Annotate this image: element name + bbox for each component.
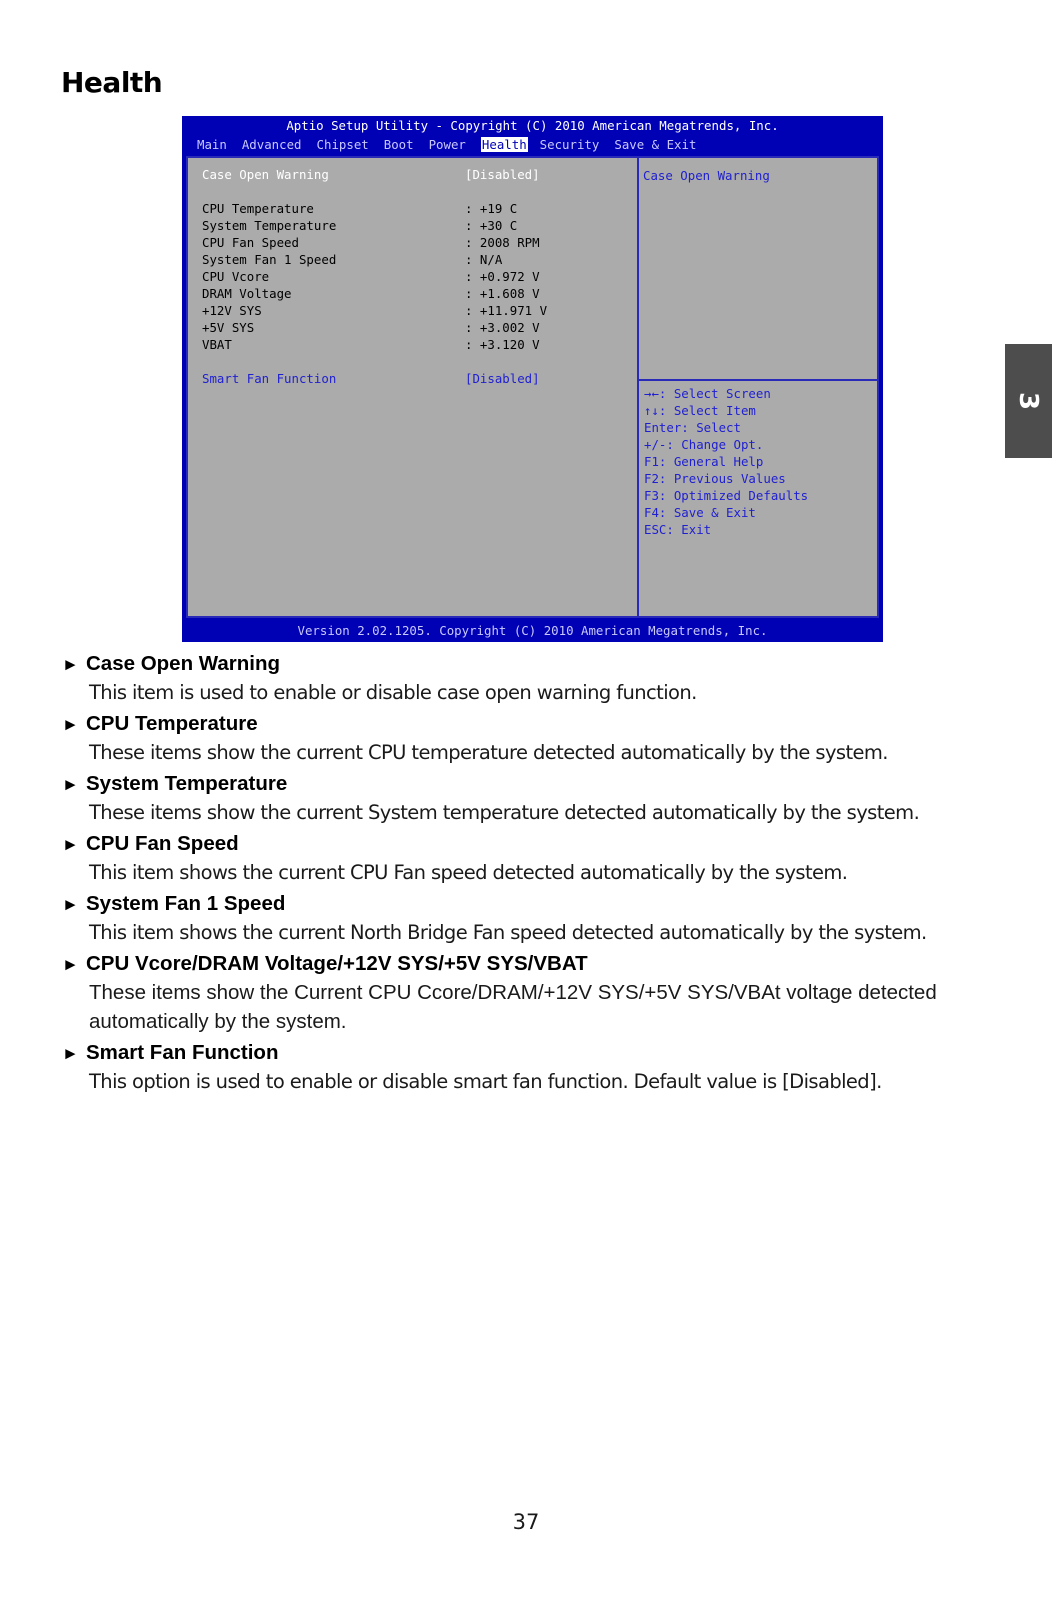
description-list bbox=[62, 650, 1002, 1099]
reading-cpu-fan-speed bbox=[202, 234, 540, 251]
list-item bbox=[62, 650, 1002, 707]
item-heading-text: CPU Fan Speed bbox=[86, 832, 239, 855]
setting-value: [Disabled] bbox=[465, 371, 540, 386]
item-heading bbox=[62, 710, 1002, 738]
bios-settings-panel bbox=[188, 158, 637, 616]
bullet-arrow-icon: ► bbox=[62, 955, 79, 974]
reading-label: VBAT bbox=[202, 337, 232, 352]
tab-security[interactable]: Security bbox=[539, 137, 600, 152]
bullet-arrow-icon: ► bbox=[62, 1044, 79, 1063]
chapter-tab bbox=[1005, 344, 1052, 458]
item-heading bbox=[62, 950, 1002, 978]
reading-vbat bbox=[202, 336, 540, 353]
item-heading-text: System Fan 1 Speed bbox=[86, 892, 286, 915]
reading-label: System Fan 1 Speed bbox=[202, 252, 337, 267]
reading-cpu-vcore bbox=[202, 268, 540, 285]
reading-value: : 2008 RPM bbox=[465, 235, 540, 250]
key-hint: ↑↓: Select Item bbox=[644, 403, 756, 418]
reading-label: System Temperature bbox=[202, 218, 337, 233]
tab-boot[interactable]: Boot bbox=[383, 137, 414, 152]
item-description: These items show the current CPU temperature detected automatically by the system. bbox=[89, 741, 888, 764]
reading-12v-sys bbox=[202, 302, 548, 319]
setting-smart-fan-function[interactable] bbox=[202, 370, 540, 387]
bios-menu-bar bbox=[197, 137, 711, 152]
list-item bbox=[62, 1039, 1002, 1096]
reading-value: : +30 C bbox=[465, 218, 518, 233]
item-heading-text: CPU Vcore/DRAM Voltage/+12V SYS/+5V SYS/VBAT bbox=[86, 952, 588, 975]
key-hint: +/-: Change Opt. bbox=[644, 437, 764, 452]
key-hint: F2: Previous Values bbox=[644, 471, 786, 486]
bullet-arrow-icon: ► bbox=[62, 775, 79, 794]
chapter-number: 3 bbox=[1013, 391, 1044, 411]
reading-value: : +19 C bbox=[465, 201, 518, 216]
setting-value: [Disabled] bbox=[465, 167, 540, 182]
reading-cpu-temperature bbox=[202, 200, 518, 217]
item-heading bbox=[62, 830, 1002, 858]
help-divider bbox=[639, 379, 877, 381]
list-item bbox=[62, 890, 1002, 947]
reading-system-temperature bbox=[202, 217, 518, 234]
tab-save-exit[interactable]: Save & Exit bbox=[614, 137, 697, 152]
item-heading-text: Smart Fan Function bbox=[86, 1041, 279, 1064]
bios-main-panel bbox=[186, 156, 879, 618]
reading-value: : +11.971 V bbox=[465, 303, 548, 318]
panel-divider bbox=[637, 158, 639, 616]
item-description: This item shows the current CPU Fan speed detected automatically by the system. bbox=[89, 861, 848, 884]
tab-main[interactable]: Main bbox=[197, 137, 227, 152]
key-hint: F1: General Help bbox=[644, 454, 764, 469]
reading-label: +12V SYS bbox=[202, 303, 262, 318]
reading-label: +5V SYS bbox=[202, 320, 255, 335]
page-title: Health bbox=[61, 66, 163, 99]
bullet-arrow-icon: ► bbox=[62, 835, 79, 854]
reading-label: DRAM Voltage bbox=[202, 286, 292, 301]
tab-chipset[interactable]: Chipset bbox=[316, 137, 369, 152]
key-legend bbox=[644, 385, 808, 538]
bios-footer: Version 2.02.1205. Copyright (C) 2010 American Megatrends, Inc. bbox=[297, 623, 768, 638]
setting-label: Case Open Warning bbox=[202, 167, 329, 182]
tab-health[interactable]: Health bbox=[481, 137, 527, 152]
setting-case-open-warning[interactable] bbox=[202, 166, 540, 183]
tab-power[interactable]: Power bbox=[428, 137, 466, 152]
item-description: This item is used to enable or disable case open warning function. bbox=[89, 681, 697, 704]
item-heading bbox=[62, 1039, 1002, 1067]
key-hint: Enter: Select bbox=[644, 420, 741, 435]
bullet-arrow-icon: ► bbox=[62, 895, 79, 914]
reading-value: : N/A bbox=[465, 252, 503, 267]
list-item bbox=[62, 710, 1002, 767]
reading-system-fan-1-speed bbox=[202, 251, 503, 268]
setting-label: Smart Fan Function bbox=[202, 371, 337, 386]
item-heading-text: CPU Temperature bbox=[86, 712, 258, 735]
key-hint: F3: Optimized Defaults bbox=[644, 488, 809, 503]
list-item bbox=[62, 950, 1002, 1036]
reading-value: : +0.972 V bbox=[465, 269, 540, 284]
help-text: Case Open Warning bbox=[643, 168, 770, 183]
item-heading-text: System Temperature bbox=[86, 772, 288, 795]
reading-value: : +3.002 V bbox=[465, 320, 540, 335]
item-heading bbox=[62, 770, 1002, 798]
item-heading bbox=[62, 890, 1002, 918]
page-number: 37 bbox=[512, 1510, 540, 1534]
item-description: These items show the current System temperature detected automatically by the system. bbox=[89, 801, 920, 824]
reading-label: CPU Vcore bbox=[202, 269, 270, 284]
item-heading-text: Case Open Warning bbox=[86, 652, 281, 675]
reading-value: : +3.120 V bbox=[465, 337, 540, 352]
tab-advanced[interactable]: Advanced bbox=[241, 137, 302, 152]
reading-label: CPU Fan Speed bbox=[202, 235, 299, 250]
reading-label: CPU Temperature bbox=[202, 201, 314, 216]
key-hint: F4: Save & Exit bbox=[644, 505, 756, 520]
reading-value: : +1.608 V bbox=[465, 286, 540, 301]
key-hint: ESC: Exit bbox=[644, 522, 712, 537]
bullet-arrow-icon: ► bbox=[62, 655, 79, 674]
key-hint: →←: Select Screen bbox=[644, 386, 771, 401]
reading-dram-voltage bbox=[202, 285, 540, 302]
bios-title: Aptio Setup Utility - Copyright (C) 2010 American Megatrends, Inc. bbox=[286, 118, 779, 133]
list-item bbox=[62, 830, 1002, 887]
bios-screenshot bbox=[182, 116, 883, 642]
item-description: This option is used to enable or disable smart fan function. Default value is [Disabled]. bbox=[89, 1070, 882, 1093]
reading-5v-sys bbox=[202, 319, 540, 336]
item-heading bbox=[62, 650, 1002, 678]
bullet-arrow-icon: ► bbox=[62, 715, 79, 734]
item-description: These items show the Current CPU Ccore/DRAM/+12V SYS/+5V SYS/VBAt voltage detected automatically by the system. bbox=[89, 981, 937, 1033]
list-item bbox=[62, 770, 1002, 827]
item-description: This item shows the current North Bridge Fan speed detected automatically by the system. bbox=[89, 921, 927, 944]
